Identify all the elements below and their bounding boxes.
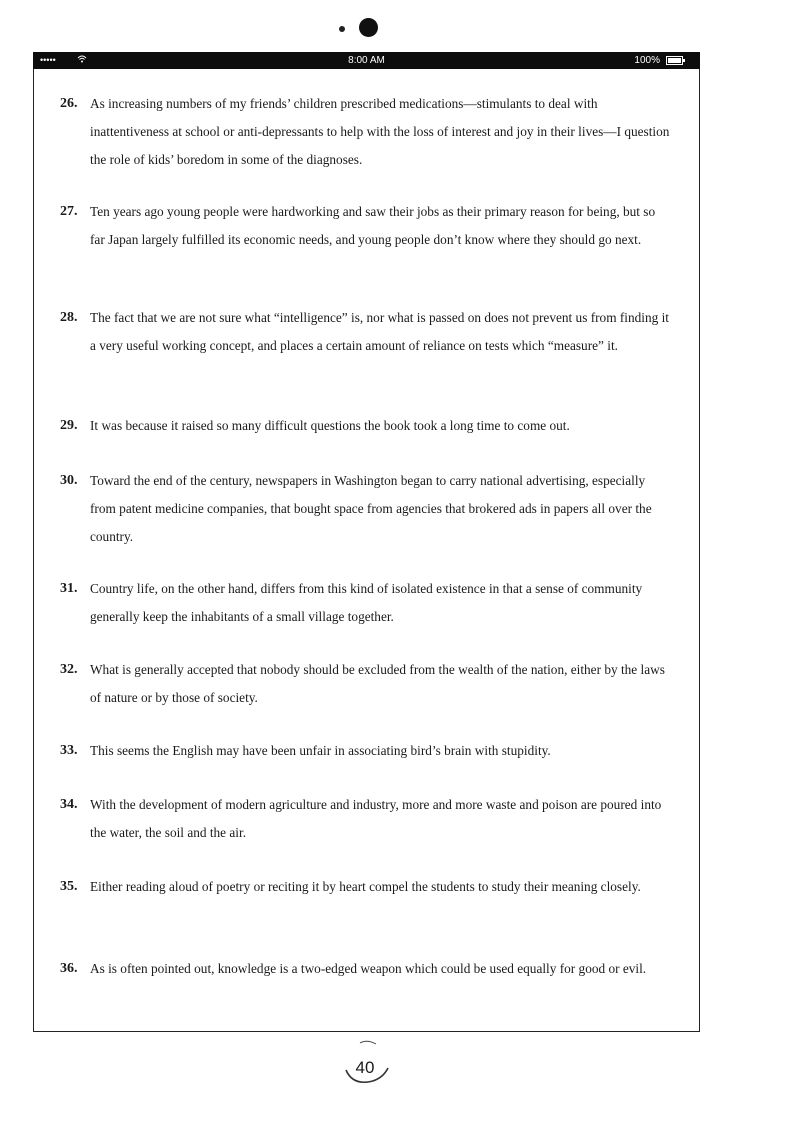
question-number: 32. <box>60 662 78 677</box>
status-bar <box>33 52 700 69</box>
question-item <box>60 656 672 712</box>
question-text: It was because it raised so many difficult questions the book took a long time to come out. <box>90 418 570 433</box>
question-number: 29. <box>60 418 78 433</box>
question-item <box>60 198 672 254</box>
question-item <box>60 412 672 440</box>
question-number: 27. <box>60 204 78 219</box>
question-text: As is often pointed out, knowledge is a two-edged weapon which could be used equally for good or evil. <box>90 961 647 976</box>
question-item <box>60 791 672 847</box>
question-number: 35. <box>60 879 78 894</box>
question-text: This seems the English may have been unfair in associating bird’s brain with stupidity. <box>90 743 551 758</box>
question-number: 28. <box>60 310 78 325</box>
question-number: 31. <box>60 581 78 596</box>
sensor-dot-icon <box>339 26 345 32</box>
question-number: 36. <box>60 961 78 976</box>
question-number: 26. <box>60 96 78 111</box>
question-text: Country life, on the other hand, differs from this kind of isolated existence in that a sense of community generally keep the inhabitants of a small village together. <box>90 581 643 624</box>
question-item <box>60 90 672 174</box>
question-text: The fact that we are not sure what “intelligence” is, nor what is passed on does not prevent us from finding it a very useful working concept, and places a certain amount of reliance on tests which “measure” it. <box>90 310 669 353</box>
question-text: As increasing numbers of my friends’ children prescribed medications—stimulants to deal with inattentiveness at school or anti-depressants to help with the loss of interest and joy in their lives—I question the role of kids’ boredom in some of the diagnoses. <box>90 96 670 167</box>
question-text: Toward the end of the century, newspapers in Washington began to carry national advertising, especially from patent medicine companies, that bought space from agencies that brokered ads in papers all over the country. <box>90 473 652 544</box>
question-item <box>60 955 672 983</box>
question-text: What is generally accepted that nobody should be excluded from the wealth of the nation, either by the laws of nature or by those of society. <box>90 662 665 705</box>
question-number: 30. <box>60 473 78 488</box>
question-text: Ten years ago young people were hardworking and saw their jobs as their primary reason for being, but so far Japan largely fulfilled its economic needs, and young people don’t know where they should go next. <box>90 204 656 247</box>
question-item <box>60 467 672 551</box>
page-number: 40 <box>355 1058 375 1077</box>
signal-strength: ••••• <box>40 55 56 65</box>
battery-icon <box>666 56 686 65</box>
battery-percent: 100% <box>634 55 660 66</box>
question-item <box>60 575 672 631</box>
device-camera <box>0 16 800 46</box>
status-time: 8:00 AM <box>348 55 385 66</box>
question-number: 33. <box>60 743 78 758</box>
question-item <box>60 737 672 765</box>
question-item <box>60 873 672 901</box>
question-text: With the development of modern agriculture and industry, more and more waste and poison are poured into the water, the soil and the air. <box>90 797 662 840</box>
camera-lens-icon <box>359 18 378 37</box>
question-text: Either reading aloud of poetry or reciting it by heart compel the students to study their meaning closely. <box>90 879 641 894</box>
question-number: 34. <box>60 797 78 812</box>
question-item <box>60 304 672 360</box>
